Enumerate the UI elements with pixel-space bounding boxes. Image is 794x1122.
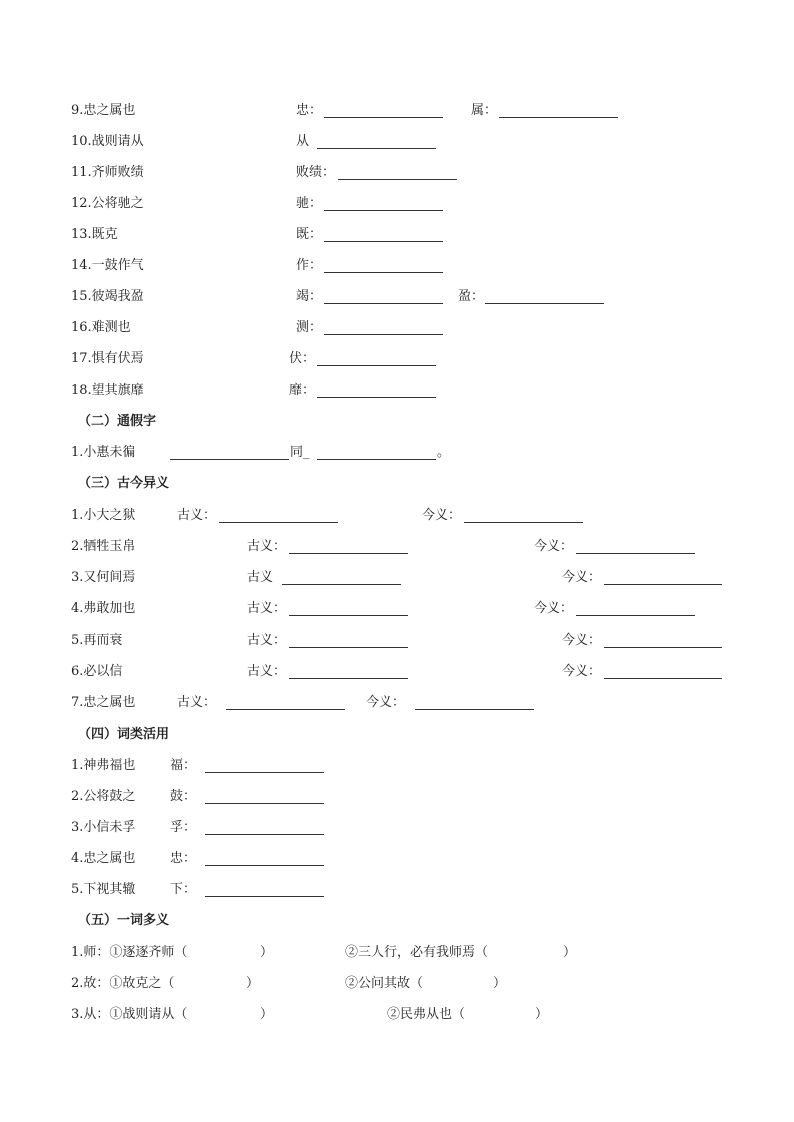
answer-blank[interactable] — [289, 553, 408, 554]
answer-blank[interactable] — [338, 179, 457, 180]
item-label: 6.必以信 — [71, 664, 123, 679]
modern-meaning-label: 今义： — [562, 570, 602, 585]
answer-blank[interactable] — [317, 148, 436, 149]
word-label: 孚： — [170, 820, 197, 835]
ancient-meaning-label: 古义： — [177, 508, 217, 523]
item-label: 4.弗敢加也 — [71, 601, 136, 616]
ancient-meaning-label: 古义： — [247, 633, 287, 648]
close-paren: ） — [260, 945, 274, 960]
item-label: 1.小惠未徧 — [71, 445, 136, 460]
answer-blank[interactable] — [219, 522, 338, 523]
answer-blank[interactable] — [226, 709, 345, 710]
modern-meaning-label: 今义： — [534, 601, 574, 616]
word-label: 忠： — [296, 103, 323, 118]
answer-blank[interactable] — [205, 772, 324, 773]
word-label: 驰： — [296, 196, 323, 211]
answer-blank[interactable] — [170, 459, 289, 460]
item-label: 9.忠之属也 — [71, 103, 136, 118]
answer-blank[interactable] — [289, 647, 408, 648]
section-heading: （四）词类活用 — [78, 727, 170, 742]
sense-b-label: ②公问其故（ — [345, 976, 424, 991]
item-label: 14.一鼓作气 — [71, 258, 144, 273]
answer-blank[interactable] — [282, 584, 401, 585]
word-label: 靡： — [289, 383, 316, 398]
sense-a-label: 1.师：①逐逐齐师（ — [71, 945, 188, 960]
item-label: 17.惧有伏焉 — [71, 351, 144, 366]
answer-blank[interactable] — [289, 678, 408, 679]
close-paren: ） — [535, 1007, 549, 1022]
ancient-meaning-label: 古义： — [247, 664, 287, 679]
item-label: 18.望其旗靡 — [71, 383, 144, 398]
answer-blank[interactable] — [604, 647, 722, 648]
answer-blank[interactable] — [324, 210, 443, 211]
item-label: 13.既克 — [71, 227, 118, 242]
word-label: 既： — [296, 227, 323, 242]
word-label: 鼓： — [170, 789, 197, 804]
answer-blank[interactable] — [205, 896, 324, 897]
modern-meaning-label: 今义： — [422, 508, 462, 523]
item-label: 1.神弗福也 — [71, 758, 136, 773]
answer-blank[interactable] — [604, 584, 722, 585]
answer-blank[interactable] — [576, 615, 695, 616]
word-label: 福： — [170, 758, 197, 773]
item-label: 4.忠之属也 — [71, 851, 136, 866]
answer-blank[interactable] — [289, 615, 408, 616]
answer-blank[interactable] — [324, 303, 443, 304]
ancient-meaning-label: 古义： — [247, 539, 287, 554]
item-label: 16.难测也 — [71, 320, 131, 335]
sense-a-label: 2.故：①故克之（ — [71, 976, 175, 991]
answer-blank[interactable] — [415, 709, 534, 710]
word-label: 败绩： — [296, 165, 336, 180]
item-label: 12.公将驰之 — [71, 196, 144, 211]
answer-blank[interactable] — [205, 865, 324, 866]
sense-b-label: ②民弗从也（ — [387, 1007, 466, 1022]
sense-a-label: 3.从：①战则请从（ — [71, 1007, 188, 1022]
word-label: 下： — [170, 882, 197, 897]
word-label: 竭： — [296, 289, 323, 304]
answer-blank[interactable] — [499, 117, 618, 118]
answer-blank[interactable] — [324, 117, 443, 118]
ancient-meaning-label: 古义： — [247, 601, 287, 616]
answer-blank[interactable] — [317, 397, 436, 398]
item-label: 5.下视其辙 — [71, 882, 136, 897]
close-paren: ） — [260, 1007, 274, 1022]
word-label: 伏： — [289, 351, 316, 366]
period-mark: 。 — [437, 445, 451, 460]
same-as-label: 同_ — [290, 445, 310, 460]
close-paren: ） — [246, 976, 260, 991]
word-label: 从 — [296, 134, 310, 149]
answer-blank[interactable] — [576, 553, 695, 554]
answer-blank[interactable] — [464, 522, 583, 523]
word-label: 忠： — [170, 851, 197, 866]
word-label: 属： — [471, 103, 498, 118]
item-label: 3.小信未孚 — [71, 820, 136, 835]
item-label: 2.牺牲玉帛 — [71, 539, 136, 554]
section-heading: （二）通假字 — [78, 414, 157, 429]
answer-blank[interactable] — [324, 241, 443, 242]
answer-blank[interactable] — [205, 803, 324, 804]
item-label: 7.忠之属也 — [71, 695, 136, 710]
word-label: 测： — [296, 320, 323, 335]
answer-blank[interactable] — [324, 334, 443, 335]
answer-blank[interactable] — [205, 834, 324, 835]
modern-meaning-label: 今义： — [562, 633, 602, 648]
answer-blank[interactable] — [317, 459, 436, 460]
word-label: 作： — [296, 258, 323, 273]
item-label: 2.公将鼓之 — [71, 789, 136, 804]
close-paren: ） — [493, 976, 507, 991]
modern-meaning-label: 今义： — [562, 664, 602, 679]
answer-blank[interactable] — [485, 303, 604, 304]
answer-blank[interactable] — [604, 678, 722, 679]
close-paren: ） — [563, 945, 577, 960]
ancient-meaning-label: 古义： — [177, 695, 217, 710]
item-label: 3.又何间焉 — [71, 570, 136, 585]
item-label: 5.再而衰 — [71, 633, 123, 648]
word-label: 盈： — [458, 289, 485, 304]
item-label: 1.小大之狱 — [71, 508, 136, 523]
item-label: 10.战则请从 — [71, 134, 144, 149]
item-label: 11.齐师败绩 — [71, 165, 144, 180]
section-heading: （三）古今异义 — [78, 476, 170, 491]
modern-meaning-label: 今义： — [366, 695, 406, 710]
modern-meaning-label: 今义： — [534, 539, 574, 554]
answer-blank[interactable] — [317, 365, 436, 366]
section-heading: （五）一词多义 — [78, 913, 170, 928]
ancient-meaning-label: 古义 — [247, 570, 274, 585]
answer-blank[interactable] — [324, 272, 443, 273]
sense-b-label: ②三人行，必有我师焉（ — [345, 945, 489, 960]
item-label: 15.彼竭我盈 — [71, 289, 144, 304]
